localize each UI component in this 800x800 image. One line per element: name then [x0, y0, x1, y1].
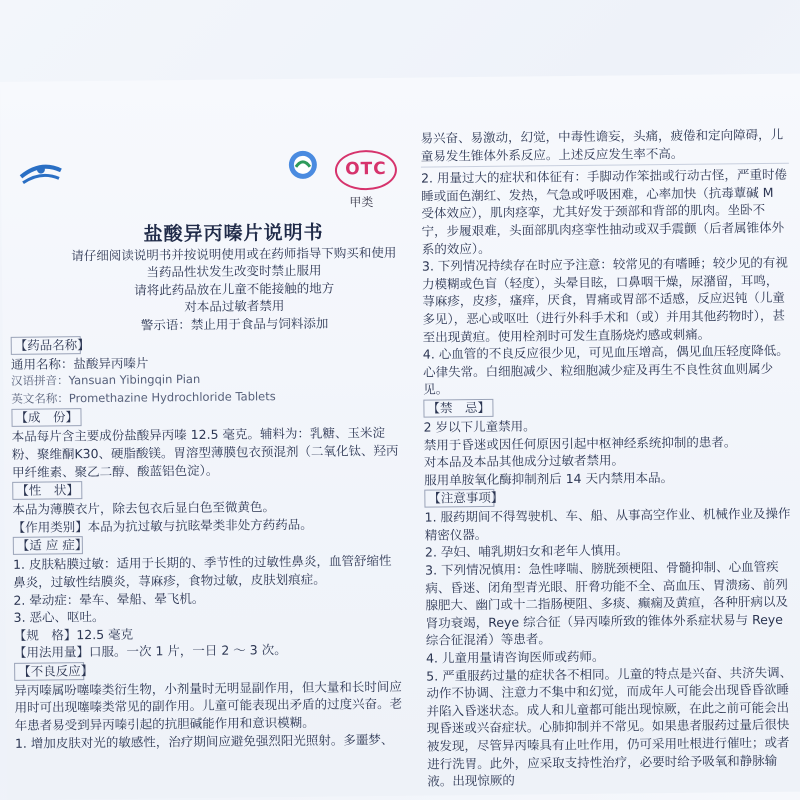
- company-logo-icon: [17, 156, 65, 189]
- section-adverse: 【不良反应】: [14, 662, 84, 681]
- left-column: [9, 148, 403, 752]
- leaflet-paper: [0, 74, 800, 800]
- pinyin-name: 汉语拼音：Yansuan Yibingqin Pian: [11, 372, 201, 389]
- notice-4: 对本品过敏者禁用: [184, 298, 285, 315]
- adverse-intro: 异丙嗪属吩噻嗪类衍生物，小剂量时无明显副作用，但大量和长时间应用时可出现噻嗪类常见的副作用。儿童可能表现出矛盾的过度兴奋。老年患者易受到异丙嗪引起的抗胆碱能作用和意识模糊。: [14, 678, 403, 733]
- section-drug-name: 【药品名称】: [11, 336, 81, 355]
- caution-1: 1. 服药期间不得驾驶机、车、船、从事高空作业、机械作业及操作精密仪器。: [424, 506, 791, 543]
- brand-emblem-icon: [287, 149, 319, 181]
- appearance-text: 本品为薄膜衣片，除去包衣后显白色至微黄色。: [12, 499, 276, 518]
- category-text: 【作用类别】本品为抗过敏与抗眩晕类非处方药药品。: [12, 516, 313, 535]
- caution-4: 4. 儿童用量请咨询医师或药师。: [425, 648, 605, 666]
- notice-3: 请将此药品放在儿童不能接触的地方: [134, 280, 335, 298]
- generic-name: 通用名称：盐酸异丙嗪片: [10, 355, 149, 372]
- notice-2: 当药品性状发生改变时禁止服用: [146, 262, 322, 280]
- indication-1: 1. 皮肤粘膜过敏：适用于长期的、季节性的过敏性鼻炎，血管舒缩性鼻炎，过敏性结膜炎，荨麻疹，食物过敏，皮肤划痕症。: [12, 553, 392, 590]
- indication-2: 2. 晕动症：晕车、晕船、晕飞机。: [13, 590, 205, 608]
- caution-3: 3. 下列情况慎用：急性哮喘、膀胱颈梗阻、骨髓抑制、心血管疾病、昏迷、闭角型青光眼、肝脅功能不全、高血压、胃溃疡、前列腺肥大、幽门或十二指肠梗阻、多痰、癫痫及黄疸，各种肝病以及肾功衰竭，Reye 综合征（异丙嗪所致的锥体外系症状易与 Reye 综合征混淆）等患者。: [425, 558, 789, 649]
- notice-1: 请仔细阅读说明书并按说明使用或在药师指导下购买和使用: [71, 244, 397, 263]
- adverse-1: 1. 增加皮肤对光的敏感性，治疗期间应避免强烈阳光照射。多噩梦、: [14, 731, 394, 751]
- composition-text: 本品每片含主要成份盐酸异丙嗪 12.5 毫克。辅料为：乳糖、玉米淀粉、聚维酮K30、硬脂酸镁。胃溶型薄膜包衣预混剂（二氧化钛、羟丙甲纤维素、聚乙二醇、酸蓝铝色淀）。: [11, 425, 399, 480]
- right-column: [421, 126, 796, 791]
- section-appearance: 【性 状】: [12, 481, 82, 500]
- otc-class-label: 甲类: [349, 195, 374, 210]
- contra-4: 服用单胺氧化酶抑制剂后 14 天内禁用本品。: [424, 469, 674, 488]
- caution-2: 2. 孕妇、哺乳期妇女和老年人慎用。: [424, 542, 629, 561]
- spec-text: 【规 格】12.5 毫克: [13, 626, 134, 643]
- notice-5: 警示语：禁止用于食品与饲料添加: [140, 315, 329, 333]
- section-composition: 【成 份】: [11, 409, 81, 428]
- contra-2: 禁用于昏迷或因任何原因引起中枢神经系统抑制的患者。: [423, 433, 737, 453]
- otc-mark: OTC: [335, 150, 397, 191]
- contra-3: 对本品及本品其他成分过敏者禁用。: [423, 452, 625, 470]
- usage-text: 【用法用量】口服。一次 1 片，一日 2 ～ 3 次。: [13, 642, 287, 661]
- section-contraindication: 【禁 忌】: [423, 399, 493, 418]
- leaflet-title: 盐酸异丙嗪片说明书: [143, 221, 324, 246]
- caution-5: 5. 严重服药过量的症状各不相同。儿童的特点是兴奋、共济失调、动作不协调、注意力不集中和幻觉，而成年人可能会出现昏昏欲睡并陷入昏迷状态。成人和儿童都可能出现惊厥，在此之前可能会出现昏迷或兴奋症状。心肺抑制并不常见。如果患者服药过量后很快被发现，尽管异丙嗪具有止吐作用，仍可采用吐根进行催吐；或者进行洗胃。此外，应采取支持性治疗，必要时给予吸氧和静脉输液。出现惊厥的: [426, 664, 793, 789]
- adverse-continued: 易兴奋、易激动，幻觉，中毒性谵妄，头痛，疲倦和定向障碍，儿童易发生锥体外系反应。上述反应发生率不高。: [420, 126, 784, 164]
- english-name: 英文名称：Promethazine Hydrochloride Tablets: [11, 388, 276, 406]
- indication-3: 3. 恶心、呕吐。: [13, 609, 105, 625]
- adverse-3: 3. 下列情况持续存在时应予注意：较常见的有嗜睡；较少见的有视力模糊或色盲（轻度），头晕目眩，口鼻咽干燥，尿潴留，耳鸣，荨麻疹，皮疹，瘙痒，厌食，胃痛或胃部不适感，反应迟钝（儿童多见），恶心或呕吐（进行外科手术和（或）并用其他药物时），甚至出现黄疸。使用栓剂时可发生直肠烧灼感或刺痛。: [421, 254, 788, 345]
- section-indication: 【适 应 症】: [13, 536, 83, 555]
- leaflet-header: [9, 148, 398, 228]
- section-caution: 【注意事项】: [424, 489, 494, 508]
- adverse-2: 2. 用量过大的症状和体征有：手脚动作笨拙或行动古怪，严重时倦睡或面色潮红、发热，气急或呼吸困难，心率加快（抗毒蕈碱 M 受体效应），肌肉痉挛，尤其好发于颈部和背部的肌肉。坐卧不宁，步履艰难，头面部肌肉痉挛性抽动或双手震颤（后者属锥体外系的效应）。: [420, 166, 787, 257]
- contra-1: 2 岁以下儿童禁用。: [423, 418, 536, 435]
- adverse-4: 4. 心血管的不良反应很少见，可见血压增高，偶见血压轻度降低。心律失常。白细胞减少、粒细胞减少症及再生不良性贫血则属少见。: [422, 342, 789, 397]
